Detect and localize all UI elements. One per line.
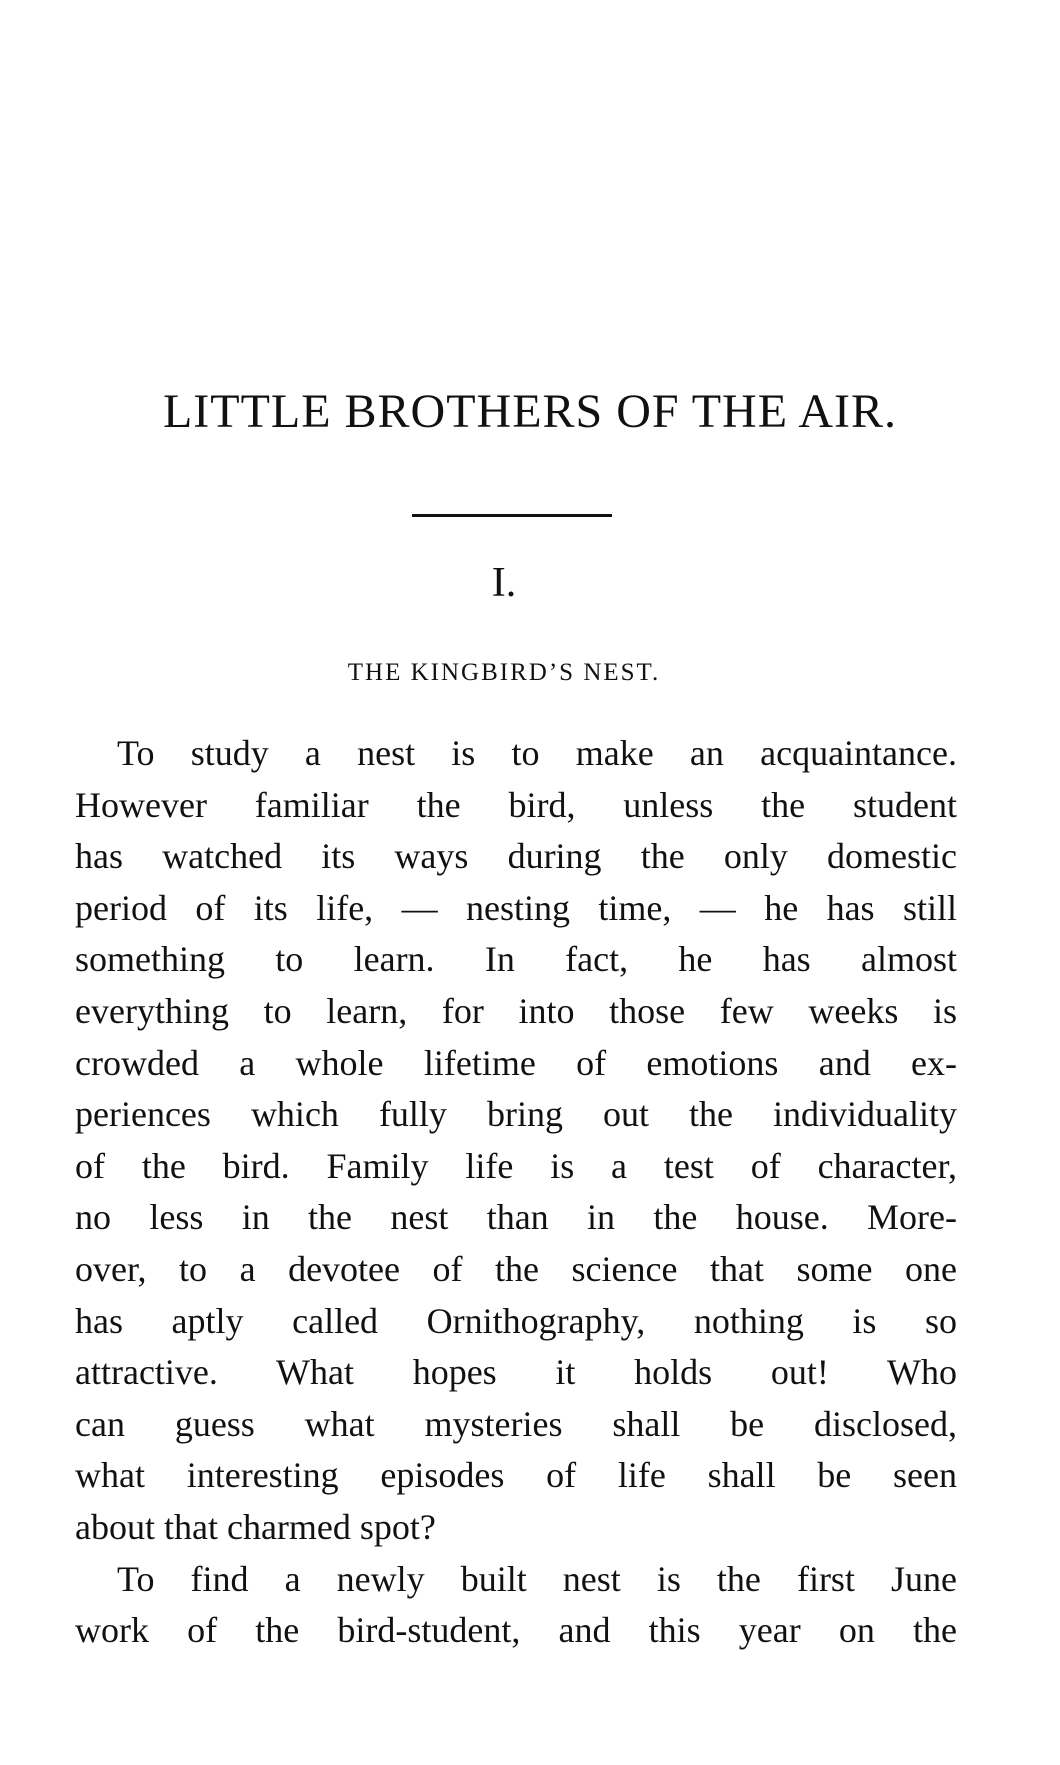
- text-line: periences which fully bring out the individuality: [75, 1094, 957, 1135]
- text-line: crowded a whole lifetime of emotions and ex-: [75, 1042, 957, 1083]
- text-line: attractive. What hopes it holds out! Who: [75, 1352, 957, 1393]
- book-title: LITTLE BROTHERS OF THE AIR.: [162, 385, 898, 438]
- paragraph: [75, 728, 957, 1554]
- text-line: To find a newly built nest is the first June: [117, 1558, 957, 1599]
- text-line: something to learn. In fact, he has almost: [75, 939, 957, 980]
- text-line: over, to a devotee of the science that some one: [75, 1248, 957, 1289]
- text-line: has aptly called Ornithography, nothing is so: [75, 1300, 957, 1341]
- text-line: To study a nest is to make an acquaintance.: [117, 733, 957, 773]
- text-line: everything to learn, for into those few weeks is: [75, 990, 957, 1031]
- paragraph: [75, 1554, 957, 1657]
- body-text: [75, 728, 957, 1657]
- text-line: of the bird. Family life is a test of character,: [75, 1145, 957, 1186]
- text-line: about that charmed spot?: [75, 1506, 436, 1547]
- text-line: However familiar the bird, unless the student: [75, 784, 957, 825]
- chapter-title: THE KINGBIRD’S NEST.: [347, 659, 661, 686]
- text-line: work of the bird-student, and this year on the: [75, 1610, 957, 1651]
- text-line: has watched its ways during the only domestic: [75, 836, 957, 877]
- title-rule: [412, 514, 612, 517]
- text-line: no less in the nest than in the house. More-: [75, 1197, 957, 1238]
- text-line: period of its life, — nesting time, — he has still: [75, 887, 957, 928]
- chapter-number: I.: [491, 560, 517, 606]
- text-line: can guess what mysteries shall be disclosed,: [75, 1403, 957, 1444]
- text-line: what interesting episodes of life shall be seen: [75, 1455, 957, 1496]
